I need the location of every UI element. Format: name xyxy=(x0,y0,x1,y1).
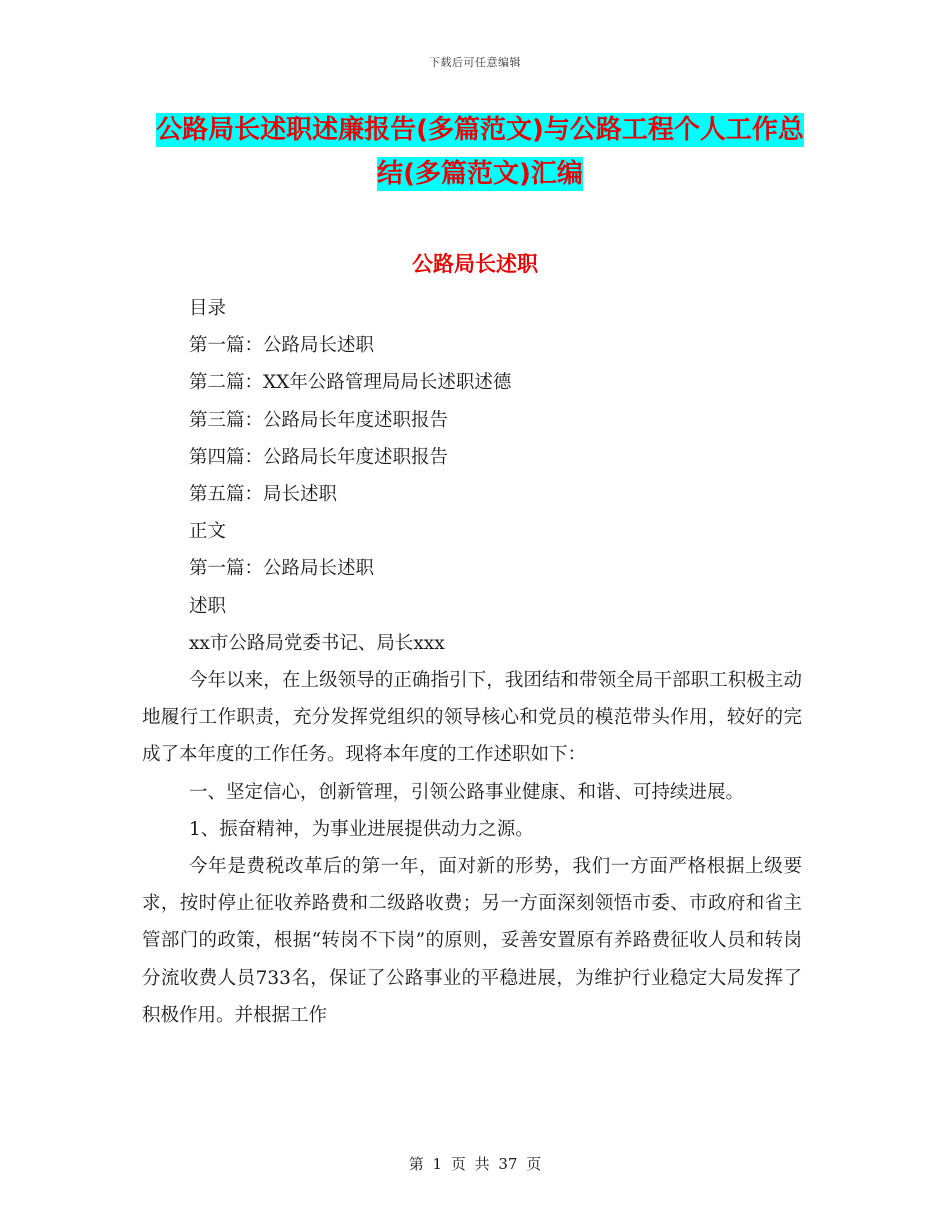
paragraph-toc-item: 第三篇：公路局长年度述职报告 xyxy=(189,409,449,431)
paragraph-toc-item: 第二篇：XX年公路管理局局长述职述德 xyxy=(189,372,512,394)
section-title: 公路局长述职 xyxy=(412,252,538,276)
page-number: 第 1 页 共 37 页 xyxy=(408,1155,542,1173)
paragraph-toc-item: 第五篇：局长述职 xyxy=(189,484,338,506)
paragraph-toc-heading: 目录 xyxy=(189,298,227,319)
paragraph-subtitle: 述职 xyxy=(189,595,227,617)
paragraph-toc-item: 第四篇：公路局长年度述职报告 xyxy=(189,446,449,468)
paragraph-body: 今年是费税改革后的第一年，面对新的形势，我们一方面严格根据上级要求，按时停止征收养路费和二级路收费；另一方面深刻领悟市委、市政府和省主管部门的政策，根据“转岗不下岗”的原则，妥善安置原有养路费征收人员和转岗分流收费人员733名，保证了公路事业的平稳进展，为维护行业稳定大局发挥了积极作用。并根据工作 xyxy=(142,856,802,1026)
paragraph-body: 一、坚定信心，创新管理，引领公路事业健康、和谐、可持续进展。 xyxy=(189,781,745,803)
paragraph-body: 1、振奋精神，为事业进展提供动力之源。 xyxy=(189,818,534,840)
document-title-text: 公路局长述职述廉报告(多篇范文)与公路工程个人工作总结(多篇范文)汇编 xyxy=(156,115,804,189)
paragraph-toc-item: 第一篇：公路局长述职 xyxy=(189,335,375,357)
paragraph-author: xx市公路局党委书记、局长xxx xyxy=(189,632,445,654)
paragraph-chapter-title: 第一篇：公路局长述职 xyxy=(189,558,375,580)
paragraph-body: 今年以来，在上级领导的正确指引下，我团结和带领全局干部职工积极主动地履行工作职责，充分发挥党组织的领导核心和党员的模范带头作用，较好的完成了本年度的工作任务。现将本年度的工作述职如下： xyxy=(142,670,802,766)
document-title xyxy=(150,108,810,196)
header-note: 下载后可任意编辑 xyxy=(429,56,521,69)
document-body xyxy=(142,290,802,1034)
paragraph-body-heading: 正文 xyxy=(189,521,227,543)
